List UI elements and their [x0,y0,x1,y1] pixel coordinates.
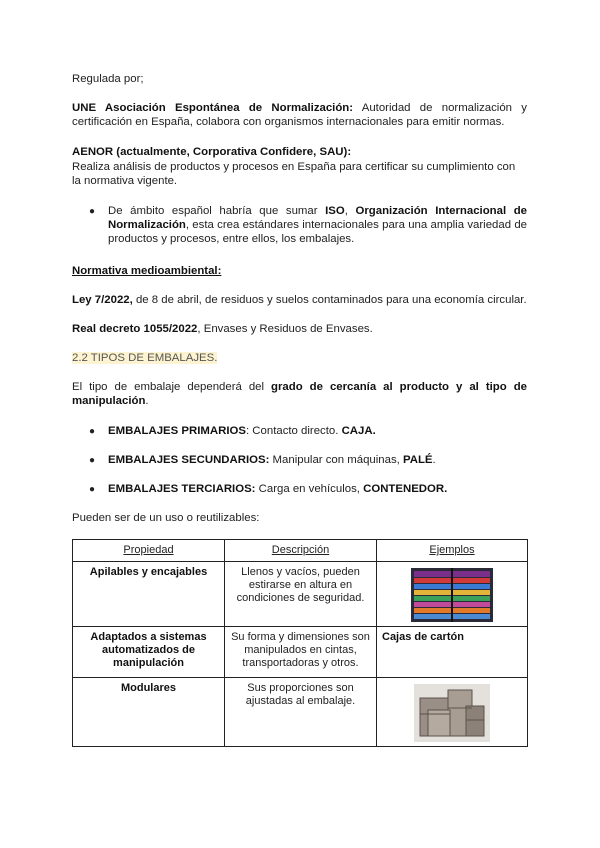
embalaje-terciario: EMBALAJES TERCIARIOS: Carga en vehículos, CONTENEDOR. [108,483,448,495]
iso-bullet-text: De ámbito español habría que sumar ISO, Organización Internacional de Normalización, esta crea estándares internacionales para una amplia variedad de productos y procesos, entre ellos, los embalajes. [108,205,527,245]
iso-label: ISO [325,205,345,217]
aenor-title: AENOR (actualmente, Corporativa Confidere, SAU): [72,146,352,158]
intro-text: Regulada por; [72,73,144,85]
row-example [377,678,528,747]
row-property: Apilables y encajables [89,566,208,578]
normativa-title: Normativa medioambiental: [72,265,222,277]
aenor-text: Realiza análisis de productos y procesos en España para certificar su cumplimiento con la normativa vigente. [72,161,516,187]
row-description: Sus proporciones son ajustadas al embalaje. [225,678,377,747]
embalaje-secundario: EMBALAJES SECUNDARIOS: Manipular con máquinas, PALÉ. [108,454,436,466]
table-row [73,678,528,747]
une-paragraph [72,101,527,129]
une-text: Autoridad de normalización y certificación en España, colabora con organismos internacionales para emitir normas. [72,102,527,128]
header-propiedad: Propiedad [73,540,225,562]
row-property: Adaptados a sistemas automatizados de manipulación [90,631,207,669]
decreto-paragraph: Real decreto 1055/2022, Envases y Residuos de Envases. [72,323,373,335]
table-row [73,627,528,678]
row-description: Su forma y dimensiones son manipulados en cintas, transportadoras y otros. [225,627,377,678]
row-property: Modulares [120,682,176,694]
une-label: UNE Asociación Espontánea de Normalización: [72,102,354,114]
iso-org-name: Organización Internacional de Normalización [108,205,527,231]
header-descripcion: Descripción [225,540,377,562]
tipo-paragraph: El tipo de embalaje dependerá del grado de cercanía al producto y al tipo de manipulación. [72,381,527,407]
stacked-crates-image [411,568,493,622]
bullet-icon: ● [89,455,96,466]
bullet-icon: ● [89,206,96,217]
uso-text: Pueden ser de un uso o reutilizables: [72,512,260,524]
table-header-row [73,540,528,562]
section-heading: 2.2 TIPOS DE EMBALAJES. [72,352,218,364]
header-ejemplos: Ejemplos [377,540,528,562]
bullet-icon: ● [89,484,96,495]
row-description: Llenos y vacíos, pueden estirarse en altura en condiciones de seguridad. [225,562,377,627]
ley-paragraph: Ley 7/2022, de 8 de abril, de residuos y suelos contaminados para una economía circular. [72,294,527,306]
row-example: Cajas de cartón [382,631,464,643]
properties-table [72,539,528,747]
embalaje-primario: EMBALAJES PRIMARIOS: Contacto directo. CAJA. [108,425,376,437]
row-example [377,562,528,627]
modular-boxes-image [414,684,490,742]
bullet-icon: ● [89,426,96,437]
table-row [73,562,528,627]
